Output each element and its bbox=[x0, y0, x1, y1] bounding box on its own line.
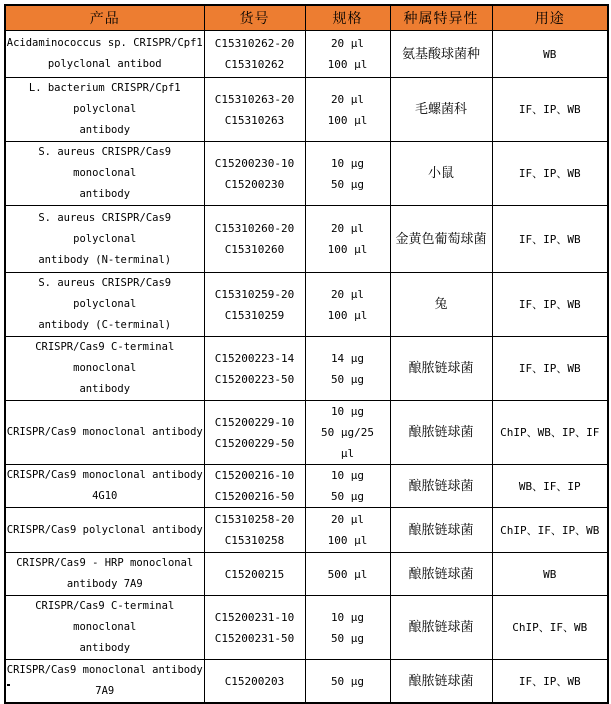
table-row bbox=[5, 465, 608, 508]
cell-product bbox=[5, 596, 204, 660]
cell-spec bbox=[305, 553, 390, 596]
cell-line: C15310259 bbox=[224, 308, 285, 322]
cell-line: 50 μg bbox=[330, 675, 365, 688]
cell-line: CRISPR/Cas9 monoclonal antibody bbox=[6, 426, 203, 438]
cell-line: WB、IF、IP bbox=[518, 479, 581, 493]
cell-species bbox=[390, 31, 492, 78]
cell-line: 100 μl bbox=[327, 58, 368, 71]
cell-catalog bbox=[204, 31, 305, 78]
cell-line: 100 μl bbox=[327, 308, 368, 322]
table-body bbox=[5, 31, 608, 704]
cell-line: C15310258-20 bbox=[214, 513, 295, 526]
cell-line: CRISPR/Cas9 monoclonal antibody bbox=[6, 469, 203, 481]
cell-line: 100 μl bbox=[327, 243, 368, 256]
cell-line: antibody bbox=[79, 124, 131, 136]
cell-usage bbox=[492, 508, 608, 553]
cell-line: antibody (C-terminal) bbox=[38, 319, 172, 331]
cell-line: WB bbox=[543, 567, 557, 581]
cell-catalog bbox=[204, 508, 305, 553]
table-row bbox=[5, 596, 608, 660]
cell-line: C15200223-50 bbox=[214, 372, 295, 386]
cell-product bbox=[5, 206, 204, 273]
product-table-container bbox=[4, 4, 609, 704]
cell-line: 20 μl bbox=[330, 287, 365, 301]
cell-product bbox=[5, 401, 204, 465]
cell-line: S. aureus CRISPR/Cas9 bbox=[38, 211, 172, 224]
table-row bbox=[5, 206, 608, 273]
cell-line: C15310258 bbox=[224, 534, 285, 547]
cell-line: 金黄色葡萄球菌 bbox=[395, 231, 487, 247]
cell-spec bbox=[305, 31, 390, 78]
cell-line: 10 μg bbox=[330, 405, 365, 418]
cell-usage bbox=[492, 78, 608, 142]
cell-spec bbox=[305, 401, 390, 465]
cell-line: 兔 bbox=[434, 297, 448, 312]
cell-catalog bbox=[204, 465, 305, 508]
cell-line: 50 μg bbox=[330, 490, 365, 503]
cell-line: 氨基酸球菌种 bbox=[401, 46, 480, 62]
cell-product bbox=[5, 337, 204, 401]
header-row bbox=[5, 5, 608, 31]
cell-line: polyclonal bbox=[73, 103, 137, 115]
cell-line: 100 μl bbox=[327, 534, 368, 547]
cell-line: 酿脓链球菌 bbox=[408, 620, 474, 635]
cell-line: monoclonal bbox=[73, 167, 137, 179]
cell-line: 7A9 bbox=[95, 685, 115, 697]
cell-spec bbox=[305, 142, 390, 206]
cell-line: 4G10 bbox=[92, 490, 118, 502]
cell-line: C15310263 bbox=[224, 113, 285, 127]
cell-usage bbox=[492, 465, 608, 508]
cell-species bbox=[390, 206, 492, 273]
cell-line: CRISPR/Cas9 C-terminal bbox=[35, 600, 175, 612]
table-row bbox=[5, 78, 608, 142]
cell-catalog bbox=[204, 553, 305, 596]
cell-line: IF、IP、WB bbox=[518, 674, 581, 688]
cell-usage bbox=[492, 337, 608, 401]
cell-line: C15200203 bbox=[224, 674, 285, 688]
cell-catalog bbox=[204, 273, 305, 337]
cell-usage bbox=[492, 596, 608, 660]
cell-line: CRISPR/Cas9 - HRP monoclonal bbox=[16, 557, 194, 569]
table-row bbox=[5, 273, 608, 337]
cell-line: IF、IP、WB bbox=[518, 298, 581, 311]
table-row bbox=[5, 660, 608, 704]
cell-product bbox=[5, 660, 204, 704]
cell-line: CRISPR/Cas9 monoclonal antibody bbox=[6, 664, 203, 676]
cell-line: 酿脓链球菌 bbox=[408, 425, 474, 440]
cell-line: C15200216-10 bbox=[214, 469, 295, 482]
cell-spec bbox=[305, 465, 390, 508]
cell-line: 20 μl bbox=[330, 92, 365, 106]
cell-species bbox=[390, 78, 492, 142]
cell-species bbox=[390, 553, 492, 596]
cell-line: 50 μg bbox=[330, 372, 365, 386]
cell-line: C15200223-14 bbox=[214, 351, 295, 365]
cell-line: 20 μl bbox=[330, 222, 365, 235]
cell-product bbox=[5, 78, 204, 142]
cell-line: 酿脓链球菌 bbox=[408, 478, 474, 494]
cell-spec bbox=[305, 78, 390, 142]
cell-line: C15200230 bbox=[224, 177, 285, 191]
cell-line: 10 μg bbox=[330, 469, 365, 482]
cell-species bbox=[390, 465, 492, 508]
cell-line: 酿脓链球菌 bbox=[408, 361, 474, 376]
cell-spec bbox=[305, 206, 390, 273]
cell-line: S. aureus CRISPR/Cas9 bbox=[38, 277, 172, 289]
cell-spec bbox=[305, 596, 390, 660]
cell-usage bbox=[492, 206, 608, 273]
cell-line: antibody 7A9 bbox=[66, 578, 143, 590]
cell-product bbox=[5, 273, 204, 337]
table-row bbox=[5, 142, 608, 206]
cell-species bbox=[390, 337, 492, 401]
cell-line: ChIP、IF、WB bbox=[512, 621, 588, 634]
cell-line: antibody bbox=[79, 383, 131, 395]
cell-line: IF、IP、WB bbox=[518, 103, 581, 116]
cell-line: 酿脓链球菌 bbox=[408, 522, 474, 538]
cell-usage bbox=[492, 142, 608, 206]
cell-product bbox=[5, 142, 204, 206]
cell-product bbox=[5, 465, 204, 508]
column-header-product: 产品 bbox=[5, 5, 204, 31]
cell-line: 50 μg/25 bbox=[321, 426, 374, 439]
cell-line: 50 μg bbox=[330, 631, 365, 645]
cell-line: 毛螺菌科 bbox=[414, 102, 467, 117]
cell-line: 500 μl bbox=[327, 567, 368, 581]
table-row bbox=[5, 401, 608, 465]
cell-species bbox=[390, 596, 492, 660]
table-header bbox=[5, 5, 608, 31]
cell-species bbox=[390, 142, 492, 206]
cell-line: CRISPR/Cas9 polyclonal antibody bbox=[6, 523, 203, 536]
cell-species bbox=[390, 508, 492, 553]
cell-line: μl bbox=[340, 447, 355, 460]
cell-line: 100 μl bbox=[327, 113, 368, 127]
cell-usage bbox=[492, 273, 608, 337]
cell-catalog bbox=[204, 660, 305, 704]
product-table bbox=[4, 4, 609, 704]
cell-line: antibody bbox=[79, 188, 131, 200]
cell-catalog bbox=[204, 78, 305, 142]
cell-product bbox=[5, 508, 204, 553]
cell-line: ChIP、IF、IP、WB bbox=[500, 523, 600, 537]
cell-line: 酿脓链球菌 bbox=[408, 673, 474, 689]
cell-line: C15200229-50 bbox=[214, 436, 295, 450]
cell-line: IF、IP、WB bbox=[518, 362, 581, 375]
cell-catalog bbox=[204, 337, 305, 401]
cell-usage bbox=[492, 401, 608, 465]
cell-line: IF、IP、WB bbox=[518, 232, 581, 246]
table-row bbox=[5, 31, 608, 78]
cell-spec bbox=[305, 660, 390, 704]
cell-line: C15200231-50 bbox=[214, 631, 295, 645]
cell-line: monoclonal bbox=[73, 362, 137, 374]
cell-line: C15310262 bbox=[224, 58, 285, 71]
cell-line: C15200231-10 bbox=[214, 610, 295, 624]
cell-line: L. bacterium CRISPR/Cpf1 bbox=[28, 82, 181, 94]
table-row bbox=[5, 337, 608, 401]
stray-mark bbox=[7, 684, 10, 686]
cell-catalog bbox=[204, 142, 305, 206]
table-row bbox=[5, 508, 608, 553]
cell-line: polyclonal bbox=[73, 232, 137, 245]
cell-line: 10 μg bbox=[330, 610, 365, 624]
cell-line: C15200230-10 bbox=[214, 156, 295, 170]
cell-usage bbox=[492, 660, 608, 704]
cell-species bbox=[390, 660, 492, 704]
cell-line: Acidaminococcus sp. CRISPR/Cpf1 bbox=[6, 37, 203, 49]
column-header-usage: 用途 bbox=[492, 5, 608, 31]
cell-product bbox=[5, 31, 204, 78]
cell-usage bbox=[492, 553, 608, 596]
cell-usage bbox=[492, 31, 608, 78]
cell-line: ChIP、WB、IP、IF bbox=[500, 426, 600, 439]
cell-line: polyclonal antibod bbox=[47, 58, 162, 70]
column-header-spec: 规格 bbox=[305, 5, 390, 31]
cell-catalog bbox=[204, 401, 305, 465]
cell-line: C15200215 bbox=[224, 567, 285, 581]
cell-spec bbox=[305, 273, 390, 337]
cell-line: C15200216-50 bbox=[214, 490, 295, 503]
cell-catalog bbox=[204, 596, 305, 660]
cell-line: 20 μl bbox=[330, 37, 365, 50]
cell-line: antibody bbox=[79, 642, 131, 654]
cell-line: 20 μl bbox=[330, 513, 365, 526]
cell-line: 14 μg bbox=[330, 351, 365, 365]
cell-spec bbox=[305, 508, 390, 553]
cell-line: WB bbox=[543, 47, 557, 61]
cell-line: antibody (N-terminal) bbox=[38, 253, 172, 266]
cell-line: C15310259-20 bbox=[214, 287, 295, 301]
cell-line: C15310260 bbox=[224, 243, 285, 256]
cell-line: 酿脓链球菌 bbox=[408, 566, 474, 582]
cell-product bbox=[5, 553, 204, 596]
cell-line: monoclonal bbox=[73, 621, 137, 633]
cell-line: IF、IP、WB bbox=[518, 167, 581, 180]
cell-species bbox=[390, 273, 492, 337]
cell-line: CRISPR/Cas9 C-terminal bbox=[35, 341, 175, 353]
column-header-species: 种属特异性 bbox=[390, 5, 492, 31]
cell-line: 小鼠 bbox=[427, 166, 454, 181]
cell-line: polyclonal bbox=[73, 298, 137, 310]
cell-line: C15310260-20 bbox=[214, 222, 295, 235]
cell-line: C15200229-10 bbox=[214, 415, 295, 429]
cell-line: C15310262-20 bbox=[214, 37, 295, 50]
cell-species bbox=[390, 401, 492, 465]
cell-line: 50 μg bbox=[330, 177, 365, 191]
column-header-catalog: 货号 bbox=[204, 5, 305, 31]
cell-line: 10 μg bbox=[330, 156, 365, 170]
cell-line: S. aureus CRISPR/Cas9 bbox=[38, 146, 172, 158]
cell-spec bbox=[305, 337, 390, 401]
cell-line: C15310263-20 bbox=[214, 92, 295, 106]
table-row bbox=[5, 553, 608, 596]
cell-catalog bbox=[204, 206, 305, 273]
